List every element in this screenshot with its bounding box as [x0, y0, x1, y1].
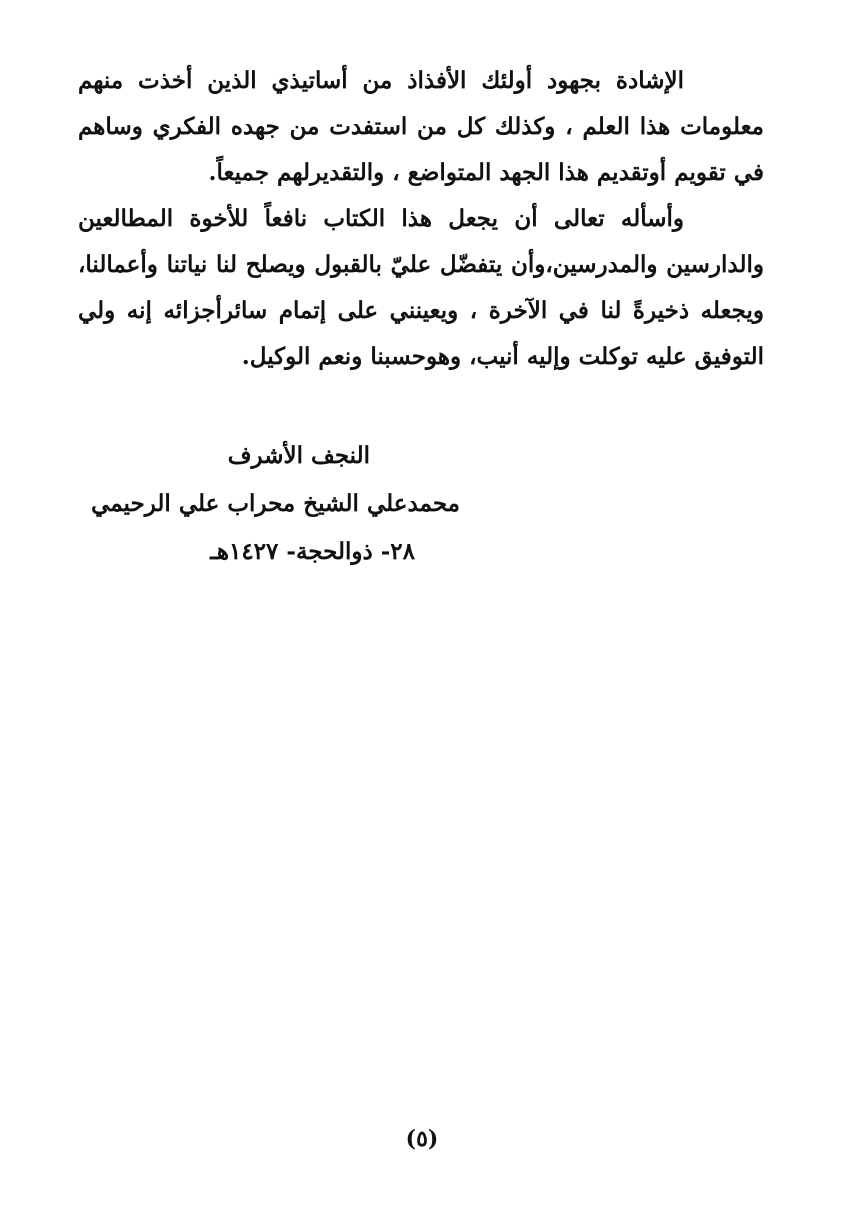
signature-place: النجف الأشرف — [227, 442, 370, 469]
paragraph-acknowledgement: الإشادة بجهود أولئك الأفذاذ من أساتيذي الذين أخذت منهم معلومات هذا العلم ، وكذلك كل من استفدت من جهده الفكري وساهم في تقويم أوتقديم هذا الجهد المتواضع ، والتقديرلهم جميعاً. — [78, 67, 764, 186]
signature-author-name: محمدعلي الشيخ محراب علي الرحيمي — [91, 490, 460, 517]
page-number: (٥) — [405, 1126, 439, 1152]
paragraph-supplication: وأسأله تعالى أن يجعل هذا الكتاب نافعاً للأخوة المطالعين والدارسين والمدرسين،وأن يتفضّل عليّ بالقبول ويصلح لنا نياتنا وأعمالنا، ويجعله ذخيرةً لنا في الآخرة ، ويعينني على إتمام سائرأجزائه إنه ولي التوفيق عليه توكلت وإليه أنيب، وهوحسبنا ونعم الوكيل. — [78, 205, 764, 370]
signature-date: ٢٨- ذوالحجة- ١٤٢٧هـ — [210, 538, 415, 565]
signature-block — [91, 432, 460, 576]
body-text — [78, 58, 764, 380]
